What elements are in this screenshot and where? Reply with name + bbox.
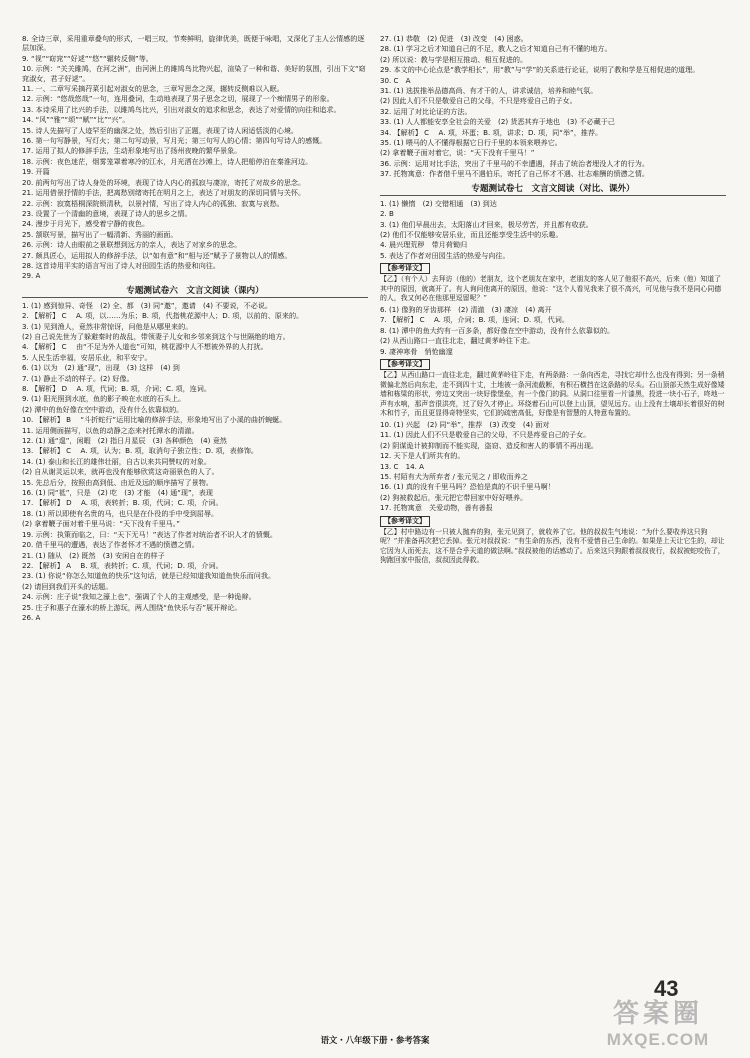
answer-line: 34. 【解析】 C A. 项，坏蛋；B. 项，讲求；D. 项，同“举”，推荐。 <box>380 127 603 137</box>
reference-translation-3: 【乙】村中路边有一只被人抛弃的狗，张元见到了，就收养了它。他的叔叔生气地说：“为什么要收养这只狗呢？”并准备再次把它丢掉。张元对叔叔说：“有生命的东西，没有不爱惜自己生命的。如果是上天让它生的，却让它因为人而死去，这不是合乎天道的做法啊。”叔叔被他的话感动了。后来这只狗跟着叔叔夜行，叔叔被蛇咬伤了，狗跑回家中报信，叔叔因此得救。 <box>380 527 725 565</box>
answer-line: 35. (1) 喂马的人不懂得根据它日行千里的本领来喂养它。 <box>380 138 562 148</box>
answer-line: (2) 狗被救起后，张元把它带回家中好好喂养。 <box>380 492 528 502</box>
answer-line: (2) 所以说：教与学是相互推动、相互促进的。 <box>380 54 528 64</box>
answer-line: (2) 他们不仅能够安居乐业，而且还能享受生活中的乐趣。 <box>380 229 563 239</box>
answer-line: 13. 本诗采用了比兴的手法，以雎鸠鸟比兴，引出对淑女的追求和思念，表达了对爱情的向往和追求。 <box>22 104 341 114</box>
answer-line: 7. 【解析】 C A. 项，介词；B. 项，连词；D. 项，代词。 <box>380 315 569 325</box>
answer-line: (2) 自己说先世为了躲避秦时的战乱，带领妻子儿女和乡邻来到这个与世隔绝的地方。 <box>22 331 290 341</box>
answer-line: 13. C 14. A <box>380 461 424 471</box>
answer-line: (2) 自从谢灵运以来，就再也没有能够欣赏这奇丽景色的人了。 <box>22 467 219 477</box>
answer-line: 17. 运用了拟人的修辞手法，生动形象地写出了扬州夜晚的繁华景象。 <box>22 146 242 156</box>
answer-line: 26. 示例：诗人由眼前之景联想到远方的亲人，表达了对家乡的思念。 <box>22 240 242 250</box>
answer-line: 10. 【解析】 B “斗折蛇行”运用比喻的修辞手法，形象地写出了小溪的曲折蜿蜒。 <box>22 415 287 425</box>
answer-line: 4. 【解析】 C 由“不足为外人道也”可知，桃花源中人不想被外界的人打扰。 <box>22 342 268 352</box>
reference-translation-2: 【乙】从西山路口一直往北走，翻过黄茅岭往下走，有两条路：一条向西走，寻找它却什么也没有得到；另一条稍微偏北然后向东走，走不到四十丈，土地被一条河流截断，有积石横挡在这条路的尽头。石山顶部天然生成好像矮墙和栋梁的形状，旁边又突出一块好像堡垒，有一个像门的洞。从洞口往里看一片漆黑，投进一块小石子，咚地一声有水响，那声音很洪亮，过了好久才停止。环绕着石山可以登上山顶，望见远方。山上没有土壤却长着很好的树木和竹子，而且更显得奇特坚实，它们的疏密高低，好像是有智慧的人特意布置的。 <box>380 370 725 418</box>
answer-line: 29. A <box>22 271 41 281</box>
answer-line: 13. 【解析】 C A. 项，认为；B. 项，取消句子独立性；D. 项，表修饰。 <box>22 446 259 456</box>
answer-line: 19. 示例：执策而临之，曰：“天下无马！”表达了作者对统治者不识人才的愤慨。 <box>22 529 277 539</box>
answer-line: 21. 运用借景抒情的手法，把离愁别绪寄托在明月之上，表达了对朋友的深切同情与关怀。 <box>22 188 306 198</box>
page-number: 43 <box>654 976 679 1001</box>
answer-line: 28. 这首诗用平实的语言写出了诗人对田园生活的热爱和向往。 <box>22 260 220 270</box>
answer-line: 17. 【解析】 D A. 项，表转折；B. 项，代词；C. 项，介词。 <box>22 498 223 508</box>
answer-line: 1. (1) 感到惊异、奇怪 (2) 全、都 (3) 同“邀”，邀请 (4) 不要说，不必说。 <box>22 300 273 310</box>
answer-line: 20. 前两句写出了诗人身处的环境，表现了诗人内心的孤寂与凄凉，寄托了对故乡的思念。 <box>22 177 306 187</box>
answer-line: 25. 颔联写景，描写出了一幅清新、秀丽的画面。 <box>22 229 178 239</box>
answer-line: 11. 一、二章写采摘荇菜引起对淑女的思念，三章写思念之深，辗转反侧难以入眠。 <box>22 84 284 94</box>
answer-line: 30. C A <box>380 75 411 85</box>
answer-line: 12. 天下是人们所共有的。 <box>380 451 465 461</box>
answer-line: 4. 晨兴理荒秽 带月荷锄归 <box>380 240 468 250</box>
right-answers-part3 <box>380 305 726 356</box>
answer-line: 27. 颇具匠心，运用拟人的修辞手法，以“如有意”和“相与还”赋予了景物以人的情感。 <box>22 250 292 260</box>
answer-line: 19. 开篇 <box>22 167 50 177</box>
right-answers-part2 <box>380 199 726 260</box>
answer-line: 11. 运用侧面描写，以鱼的动静之态来衬托潭水的清澈。 <box>22 425 199 435</box>
reference-translation-1: 【乙】（有个人）去拜访（他的）老朋友，这个老朋友在家中，老朋友的客人见了他很不高兴，后来（他）知道了其中的原因，就离开了。有人询问他离开的原因，他说：“这个人看见我来了很不高兴，可见他与我不是同心同德的人，我又何必在他那里逗留呢？” <box>380 275 722 303</box>
answer-line: 16. (1) 真的没有千里马吗？恐怕是真的不识千里马啊！ <box>380 482 555 492</box>
reference-translation-header-2: 【参考译文】 <box>380 359 430 370</box>
reference-translation-header-1: 【参考译文】 <box>380 263 430 274</box>
answer-line: 25. 庄子和惠子在濠水的桥上游玩，两人围绕“鱼快乐与否”展开辩论。 <box>22 602 242 612</box>
answer-line: 8. 【解析】 D A. 项，代词；B. 项，介词；C. 项，连词。 <box>22 384 211 393</box>
answer-line: 8. (1) 潭中的鱼大约有一百多条，都好像在空中游动，没有什么依靠似的。 <box>380 325 615 335</box>
answer-line: 9. “视”“窈窕”“好逑”“悠”“辗转反侧”等。 <box>22 53 153 63</box>
answer-line: 10. (1) 兴起 (2) 同“举”，推荐 (3) 改变 (4) 面对 <box>380 419 550 429</box>
page-footer: 语文・八年级下册・参考答案 <box>320 1035 430 1045</box>
answer-line: 5. 表达了作者对田园生活的热爱与向往。 <box>380 250 510 260</box>
answer-line: 24. 漫步于月光下，感受着宁静的夜色。 <box>22 219 150 229</box>
answer-line: 18. (1) 所以即使有名贵的马，也只是在仆役的手中受到屈辱。 <box>22 508 219 518</box>
answer-line: 14. (1) 泰山和长江的雄伟壮丽，自古以来共同赞叹的对象。 <box>22 456 211 466</box>
watermark-text-cn: 答案圈 <box>612 997 703 1028</box>
answer-line: 23. 设置了一个清幽的意境，表现了诗人的思乡之情。 <box>22 208 192 218</box>
answer-line: 26. A <box>22 612 41 622</box>
answer-line: 12. (1) 通“遑”，闲暇 (2) 指日月星辰 (3) 各种颜色 (4) 竟然 <box>22 436 227 446</box>
answer-line: 37. 托物寓意：作者借千里马不遇伯乐，寄托了自己怀才不遇、壮志难酬的愤懑之情。 <box>380 169 649 179</box>
answer-line: 23. (1) 你说“你怎么知道鱼的快乐”这句话，就是已经知道我知道鱼快乐而问我。 <box>22 571 276 581</box>
answer-line: (2) 拿着鞭子面对着它，说：“天下没有千里马！” <box>380 148 535 158</box>
answer-line: 31. (1) 选拔推举品德高尚、有才干的人，讲求诚信，培养和睦气氛。 <box>380 86 598 96</box>
answer-line: (2) 拿着鞭子面对着千里马说：“天下没有千里马。” <box>22 519 180 529</box>
answer-line: 3. (1) 他们早晨出去，太阳落山才回来，极尽劳苦，并且都有收获。 <box>380 219 593 229</box>
answer-line: (2) 请回到我们开头的话题。 <box>22 581 113 591</box>
right-column <box>380 34 726 1018</box>
left-answers-part2 <box>22 301 368 623</box>
answer-line: 6. (1) 像狗的牙齿那样 (2) 清澈 (3) 凄凉 (4) 离开 <box>380 304 552 314</box>
answer-line: 10. 示例：“关关雎鸠，在河之洲”，由河洲上的雎鸠鸟比物兴起，渲染了一种和谐、美好的氛围，引出下文“窈窕淑女，君子好逑”。 <box>22 64 366 83</box>
answer-line: 24. 示例：庄子说“我知之濠上也”，强调了个人的主观感受，是一种诡辩。 <box>22 592 256 602</box>
left-answers-part1 <box>22 34 368 281</box>
answer-line: 18. 示例：夜色迷茫，烟雾笼罩着寒冷的江水，月光洒在沙滩上，诗人把船停泊在秦淮河边。 <box>22 156 313 166</box>
answer-line: 28. (1) 学习之后才知道自己的不足，教人之后才知道自己有不懂的地方。 <box>380 44 612 54</box>
answer-line: 36. 示例：运用对比手法，突出了千里马的不幸遭遇，抨击了统治者埋没人才的行为。 <box>380 158 649 168</box>
answer-line: 14. “风”“雅”“颂”“赋”“比”“兴”。 <box>22 115 130 125</box>
answer-line: 27. (1) 恭敬 (2) 促进 (3) 改变 (4) 困惑。 <box>380 34 528 43</box>
answer-line: 8. 全诗三章，采用重章叠句的形式，一唱三叹，节奏鲜明，旋律优美，既便于咏唱，又深化了主人公情感的逐层加深。 <box>22 34 365 53</box>
reference-translation-header-3: 【参考译文】 <box>380 516 430 527</box>
left-column <box>22 34 368 1018</box>
watermark-text-en: MXQE.COM <box>606 1029 710 1049</box>
answer-line: 15. 村陌有犬为所弃者 / 张元见之 / 即收而养之 <box>380 471 528 481</box>
answer-line: 16. 第一句写静景，写灯火；第二句写动景，写月光；第三句写人的心情；第四句写诗人的感慨。 <box>22 136 327 146</box>
answer-line: 32. 运用了对比论证的方法。 <box>380 106 472 116</box>
answer-line: 22. 【解析】 A B. 项，表转折；C. 项，代词；D. 项，介词。 <box>22 560 223 570</box>
answer-line: 29. 本文的中心论点是“教学相长”，用“教”与“学”的关系进行论证，说明了教和学是互相促进的道理。 <box>380 65 700 75</box>
right-answers-part1 <box>380 34 726 179</box>
answer-line: 21. (1) 随从 (2) 既然 (3) 安闲自在的样子 <box>22 550 165 560</box>
section-title-six: 专题测试卷六 文言文阅读（课内） <box>22 285 368 298</box>
answer-line: 7. (1) 静止不动的样子。(2) 好像。 <box>22 373 134 383</box>
answer-line: 17. 托物寓意 关爱动物，善有善报 <box>380 503 493 513</box>
answer-line: 5. 人民生活幸福，安居乐业，和平安宁。 <box>22 352 152 362</box>
answer-line: 12. 示例：“悠哉悠哉”一句，连用叠词，生动地表现了男子思念之切，展现了一个痴情男子的形象。 <box>22 94 334 104</box>
answer-line: 15. 先总后分，按照由高到低、由近及远的顺序描写了景物。 <box>22 477 213 487</box>
answer-line: (2) 从西山路口一直往北走，翻过黄茅岭往下走。 <box>380 336 535 346</box>
answer-line: 33. (1) 人人都能安享全社会的关爱 (2) 货恶其弃于地也 (3) 不必藏于己 <box>380 117 615 127</box>
right-answers-part4 <box>380 420 726 513</box>
answer-line: 2. 【解析】 C A. 项，以……为乐；B. 项，代指桃花源中人；D. 项，以前的、原来的。 <box>22 311 304 321</box>
answer-line: 16. (1) 同“祗”，只是 (2) 吃 (3) 才能 (4) 通“现”，表现 <box>22 488 213 498</box>
answer-line: (2) 阴谋诡计被抑制而不能实现，盗窃、造反和害人的事情不再出现。 <box>380 440 599 450</box>
answer-line: 1. (1) 懒惰 (2) 交错相通 (3) 到达 <box>380 198 497 208</box>
answer-line: (2) 潭中的鱼好像在空中游动，没有什么依靠似的。 <box>22 404 184 414</box>
answer-line: 15. 诗人先描写了人迹罕至的幽深之处，然后引出了正题，表现了诗人闲适恬淡的心境。 <box>22 125 299 135</box>
answer-line: (2) 因此人们不只是敬爱自己的父母，不只是疼爱自己的子女。 <box>380 96 577 106</box>
answer-line: 20. 借千里马的遭遇，表达了作者怀才不遇的愤懑之情。 <box>22 540 199 550</box>
answer-line: 9. 凄神寒骨 悄怆幽邃 <box>380 346 453 356</box>
answer-line: 2. B <box>380 209 394 219</box>
section-title-seven: 专题测试卷七 文言文阅读（对比、课外） <box>380 183 726 196</box>
answer-line: 3. (1) 见到渔人，竟然非常惊讶，问他是从哪里来的。 <box>22 321 193 331</box>
answer-line: 6. (1) 以为 (2) 通“现”，出现 (3) 这样 (4) 到 <box>22 363 180 373</box>
answer-line: 11. (1) 因此人们不只是敬爱自己的父母，不只是疼爱自己的子女。 <box>380 430 591 440</box>
answer-line: 22. 示例：寂寞梧桐深院锁清秋，以景衬情，写出了诗人内心的孤独、寂寞与哀愁。 <box>22 198 284 208</box>
answer-line: 9. (1) 阳光照到水底，鱼的影子映在水底的石头上。 <box>22 394 186 404</box>
